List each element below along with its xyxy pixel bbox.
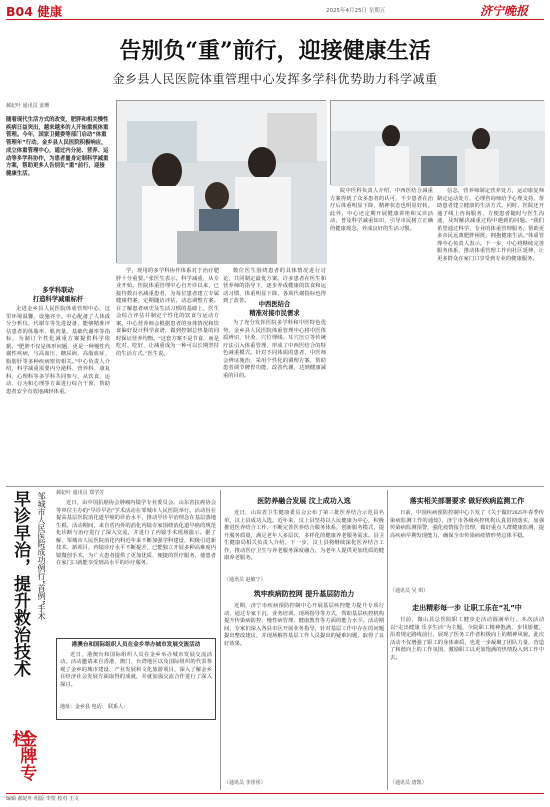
side-story-vertical-subtitle: 邹城市人民医院成功例行“首例”手术	[37, 492, 46, 621]
section-head-1: 多学科联动 打造科学减重标杆	[32, 287, 84, 303]
main-lead: 随着现代生活方式的改变，肥胖和相关慢性疾病日益突出，越来越多的人开始重视体重管理。今年，国家卫健委等部门启动“体重管理年”行动。金乡县人民医院积极响应，成立体重管理中心，通过内分泌、营养、运动等多学科协作，为患者量身定制科学减重方案，帮助更多人告别负“重”前行，迎接健康生活。	[6, 117, 109, 177]
photo-consultation	[116, 100, 326, 263]
story-right2-title: 走出精彩每一步 让职工乐在“礼”中	[412, 604, 522, 612]
page-footer	[6, 793, 544, 803]
ad-box	[56, 638, 216, 720]
main-headline: 告别负“重”前行，迎接健康生活	[119, 38, 431, 64]
story-center-body: 近期，济宁市疾病预防控制中心开展基层疾控能力提升专项行动，通过专家下沉、业务培训、现场指导等方式，帮助基层疾控机构提升传染病防控、慢性病管理、健康教育等方面的能力水平。活动期间，专家们深入各县市区开展业务指导，针对基层工作中存在的问题提出整改建议，并现场解答基层工作人员提出的疑难问题，取得了良好效果。	[224, 603, 384, 647]
story-left-title: 医防养融合发展 汶上成功入选	[257, 497, 351, 505]
photo-clinic	[330, 100, 544, 185]
main-subheadline: 金乡县人民医院体重管理中心发挥多学科优势助力科学减重	[112, 72, 438, 86]
side-story-byline: 郝妃叶 通讯员 郑学芳	[56, 490, 105, 496]
main-column-5: 信念，营养师制定营养处方，运动康复师制定运动处方，心理咨询师给予心理支持，帮助患者建立健康的生活方式。同时，医院还开通了线上咨询服务，方便患者随时与医生沟通，及时解决减重过程中遇到的问题。“我们希望通过科学、专业的体重管理服务，帮助更多市民远离肥胖困扰，拥抱健康生活。”体重管理中心负责人表示。下一步，中心将继续完善服务体系，推动体重管理工作向社区延伸，让更多群众在家门口享受到专业的健康服务。	[437, 188, 544, 262]
section-divider	[6, 486, 544, 487]
story-center-title: 筑牢疾病防控网 提升基层防治力	[253, 590, 355, 598]
main-byline: 郝妃叶 通讯员 姜珊	[6, 103, 50, 109]
ad-box-contact: 地址：金乡县 电话： 联系人：	[60, 703, 129, 710]
main-column-3: 数位医生围绕患者的具体情况进行讨论，共同制定最优方案。许多患者在医生和营养师的指导下，逐步养成健康的饮食和运动习惯，体重明显下降，各项代谢指标也得到了改善。	[223, 268, 326, 304]
section-head-2: 中西医结合 精准对接市民需求	[249, 301, 300, 317]
ad-box-body: 近日，港澳台和国际组织人员在金乡举办城市发展交流活动。活动邀请来自香港、澳门、台湾地区以及国际组织的代表参观了金乡的城市建设、产业发展和文化旅游项目，深入了解金乡在经济社会发展方面取得的成就，并就加强交流合作进行了深入探讨。	[60, 651, 212, 688]
story-left-byline: （通讯员 赵敏宁）	[224, 577, 266, 583]
column-divider-2	[387, 490, 388, 790]
story-right2-byline: （通讯员 唐凯）	[390, 780, 427, 786]
story-right1-title: 落实相关部署要求 做好疾病监测工作	[409, 497, 525, 505]
section-2-body: 为了充分发挥医院多学科和中医特色优势，金乡县人民医院体重管理中心将中医体质辨识、针灸、穴位埋线、耳穴压豆等传统疗法引入体重管理，形成了中西医结合的特色减重模式。针对不同体质的患者，中医师会辨证施治，采用个性化的调理方案，帮助患者调节脾胃功能，改善代谢，达到健康减重的目的。	[223, 320, 326, 379]
ad-box-title: 港澳台和国际组织人员在金乡举办城市发展交流活动	[71, 642, 201, 648]
story-center-byline: （通讯员 李彤彤）	[224, 780, 266, 786]
story-left-body: 近日，山东省卫生健康委员会公布了第三批医养结合示范县名单，汶上县成功入选。近年来，汶上县坚持以人民健康为中心，积极推进医养结合工作，不断完善医养结合服务体系，创新服务模式，提升服务质量，满足老年人多层次、多样化的健康养老服务需求。县卫生健康局相关负责人介绍，下一步，汶上县将继续深化医养结合工作，推动医疗卫生与养老服务深度融合，为老年人提供更加优质的健康养老服务。	[224, 510, 384, 561]
column-divider	[220, 490, 221, 790]
side-story-body: 近日，由中国抗癌协会肿瘤内镜学专业委员会、山东省抗癌协会等单位主办的“早诊早治”学术活动在邹城市人民医院举行。活动旨在提高基层医院消化道早癌的诊治水平，推动早诊早治理念在基层落地生根。活动期间，来自省内外的消化内镜专家围绕消化道早癌的规范化诊断与治疗进行了深入交流，并进行了内镜手术现场演示。据了解，邹城市人民医院消化内科近年来不断加强学科建设，积极引进新技术、新项目，内镜诊疗水平不断提升，已能独立开展多种高难度内镜微创手术，为广大患者提供了更加优质、便捷的医疗服务，使患者在家门口就能享受到高水平的诊疗服务。	[56, 500, 216, 566]
footer-credits: 编辑 郝妃叶 组版 李贺 校对 王文	[6, 796, 79, 802]
story-right2-body: 日前，微山县总医院职工健步走活动圆满举行。本次活动以“走出健康 乐享生活”为主题，全院职工精神饱满、步伐矫健，沿着规定路线前行，展现了医务工作者积极向上的精神风貌。此次活动不仅增强了职工的身体素质，也进一步凝聚了团队力量，营造了和谐向上的工作氛围，激励职工以更加饱满的热情投入到工作中去。	[390, 617, 544, 661]
gold-column-label: 金牌专栏	[8, 730, 37, 781]
page-section-label: B04 健康	[6, 4, 63, 19]
newspaper-name: 济宁晚报	[480, 4, 529, 18]
page-header	[6, 4, 544, 20]
page-date: 2025年4月25日 星期五	[326, 8, 386, 14]
side-story-title: 早诊早治，提升救治技术	[10, 490, 30, 677]
main-column-4: 院中医科负责人介绍，中西医结合减重方案得到了众多患者的认可，不少患者在治疗后体重明显下降，精神状态也明显好转。此外，中心还定期开展健康讲座和义诊活动，普及科学减重知识，引导市民树立正确的健康观念，养成良好的生活习惯。	[330, 188, 433, 232]
main-column-2: 学，现用的多学科协作体系对于治疗肥胖十分重要。”张医生表示。科学减重，从专业开始。医院体重管理中心自开诊以来，已接待数百名减重患者，为每位患者建立专属健康档案，定期随访评估，动态调整方案。在了解患者病史及生活习惯的基础上，医生会综合评估并制定个性化的饮食与运动方案。中心营养师会根据患者的身体情况和饮食偏好设计科学食谱，做到控制总热量的同时保证营养均衡。“这套方案不是节食，而是吃对、吃好，让减重成为一种可以长期坚持的生活方式。”医生说。	[116, 268, 219, 357]
story-right1-body: 日前，中国疾病预防控制中心下发了《关于做好2025年春季传染病监测工作的通知》，济宁市各级疾控机构认真贯彻落实，加强传染病监测预警，强化疫情报告管理，做好重点人群健康监测，提高疾病早期发现能力，确保全市传染病疫情形势总体平稳。	[390, 510, 544, 539]
section-1-body: 走进金乡县人民医院体重管理中心，这里环境温馨，设施齐全。中心配备了人体成分分析仪、代谢车等先进设备，能够精准评估患者的体脂率、肌肉量、基础代谢率等指标，为制订个性化减重方案提供科学依据。“肥胖不仅是体形问题，更是一种慢性代谢性疾病，与高血压、糖尿病、高脂血症、脂肪肝等多种疾病密切相关。”中心负责人介绍，科学减重需要内分泌科、营养科、康复科、心理科等多学科共同参与，从饮食、运动、行为和心理等方面进行综合干预，帮助患者安全有效地减轻体重。	[6, 306, 110, 395]
story-right1-byline: （通讯员 吴 琪）	[390, 588, 429, 594]
